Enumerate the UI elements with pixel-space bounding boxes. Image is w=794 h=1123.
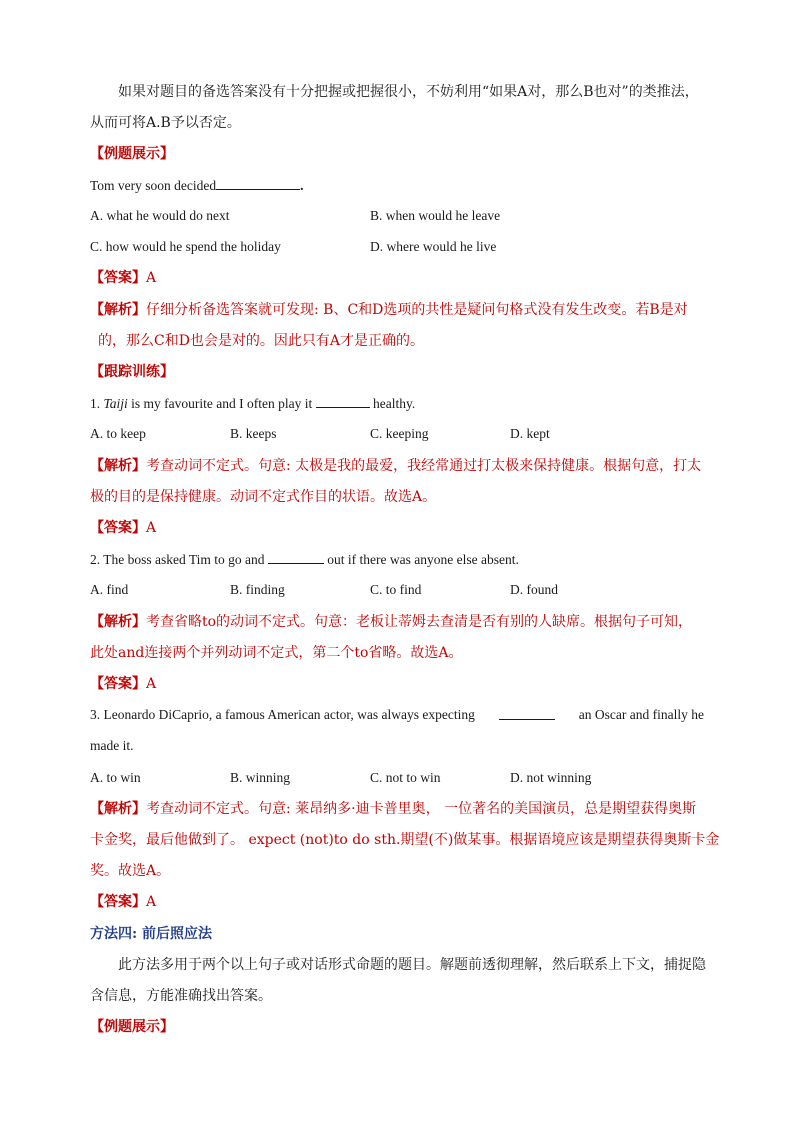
q2-option-b: B. finding: [230, 582, 285, 597]
answer-value: A: [146, 894, 157, 910]
analysis-text: 考查动词不定式。句意: 太极是我的最爱，我经常通过打太极来保持健康。根据句意，打太: [146, 458, 702, 474]
method4-title: 方法四: 前后照应法: [90, 926, 213, 942]
example-option-c: C. how would he spend the holiday: [90, 239, 281, 254]
q1-blank: [316, 393, 370, 408]
q1-text-before: is my favourite and I often play it: [127, 396, 313, 411]
example-option-d: D. where would he live: [370, 239, 497, 254]
analysis-text: 考查动词不定式。句意: 莱昂纳多·迪卡普里奥， 一位著名的美国演员，总是期望获得奥斯: [146, 801, 697, 817]
example-question-end: .: [300, 178, 304, 193]
q3-text-before: 3. Leonardo DiCaprio, a famous American actor, was always expecting: [90, 707, 475, 722]
q1-text-after: healthy.: [372, 396, 416, 411]
analysis-text: 考查省略to的动词不定式。句意：老板让蒂姆去查清是否有别的人缺席。根据句子可知，: [146, 614, 693, 630]
q2-stem: [90, 549, 519, 570]
intro-line-1: 如果对题目的备选答案没有十分把握或把握很小，不妨利用“如果A对，那么B也对”的类推法，: [118, 84, 699, 100]
q1-number: 1.: [90, 396, 101, 411]
q1-answer: [90, 518, 156, 538]
q3-analysis-line-3: 奖。故选A。: [90, 863, 171, 879]
q3-stem-line-2: made it.: [90, 738, 134, 753]
example-option-a: A. what he would do next: [90, 208, 230, 223]
q2-analysis-line-1: [90, 612, 692, 632]
q2-text-before: 2. The boss asked Tim to go and: [90, 552, 265, 567]
q3-analysis-line-1: [90, 799, 696, 819]
q3-option-a: A. to win: [90, 770, 141, 785]
q3-text-after: an Oscar and finally he: [578, 707, 704, 722]
analysis-text: 仔细分析备选答案就可发现: B、C和D选项的共性是疑问句格式没有发生改变。若B是对: [146, 302, 688, 318]
example-question-text: Tom very soon decided: [90, 178, 217, 193]
training-heading: 【跟踪训练】: [90, 364, 174, 380]
example-question: [90, 175, 304, 196]
q3-option-d: D. not winning: [510, 770, 592, 785]
example-option-b: B. when would he leave: [370, 208, 501, 223]
q1-option-a: A. to keep: [90, 426, 146, 441]
answer-blank: [216, 175, 300, 190]
q1-analysis-line-2: 极的目的是保持健康。动词不定式作目的状语。故选A。: [90, 489, 437, 505]
q3-stem-line-1: [90, 705, 704, 725]
method4-example-heading: 【例题展示】: [90, 1019, 174, 1035]
answer-label: 【答案】: [90, 894, 146, 910]
q2-option-a: A. find: [90, 582, 129, 597]
analysis-label: 【解析】: [90, 302, 146, 318]
q1-option-d: D. kept: [510, 426, 550, 441]
method4-desc-line-2: 含信息，方能准确找出答案。: [90, 988, 272, 1004]
q1-analysis-line-1: [90, 456, 701, 476]
example-answer: [90, 268, 156, 288]
answer-label: 【答案】: [90, 270, 146, 286]
q2-analysis-line-2: 此处and连接两个并列动词不定式，第二个to省略。故选A。: [90, 645, 463, 661]
q2-text-after: out if there was anyone else absent.: [327, 552, 519, 567]
analysis-label: 【解析】: [90, 801, 146, 817]
q1-option-b: B. keeps: [230, 426, 277, 441]
analysis-label: 【解析】: [90, 614, 146, 630]
intro-line-2: 从而可将A.B予以否定。: [90, 115, 241, 131]
q3-answer: [90, 892, 156, 912]
analysis-label: 【解析】: [90, 458, 146, 474]
q2-option-c: C. to find: [370, 582, 422, 597]
q2-answer: [90, 674, 156, 694]
q3-option-b: B. winning: [230, 770, 291, 785]
q3-blank: [499, 705, 555, 720]
q1-option-c: C. keeping: [370, 426, 429, 441]
q1-italic-word: Taiji: [103, 396, 128, 411]
answer-value: A: [146, 520, 157, 536]
example-analysis-line-1: [90, 300, 688, 320]
answer-label: 【答案】: [90, 520, 146, 536]
answer-label: 【答案】: [90, 676, 146, 692]
q3-option-c: C. not to win: [370, 770, 441, 785]
example-analysis-line-2: 的，那么C和D也会是对的。因此只有A才是正确的。: [98, 333, 425, 349]
q3-analysis-line-2: 卡金奖，最后他做到了。 expect (not)to do sth.期望(不)做某事。根据语境应该是期望获得奥斯卡金: [90, 832, 720, 848]
example-heading: 【例题展示】: [90, 146, 174, 162]
q2-blank: [268, 549, 324, 564]
answer-value: A: [146, 676, 157, 692]
answer-value: A: [146, 270, 157, 286]
q2-option-d: D. found: [510, 582, 558, 597]
q1-stem: [90, 393, 415, 414]
method4-desc-line-1: 此方法多用于两个以上句子或对话形式命题的题目。解题前透彻理解，然后联系上下文，捕捉隐: [118, 957, 706, 973]
